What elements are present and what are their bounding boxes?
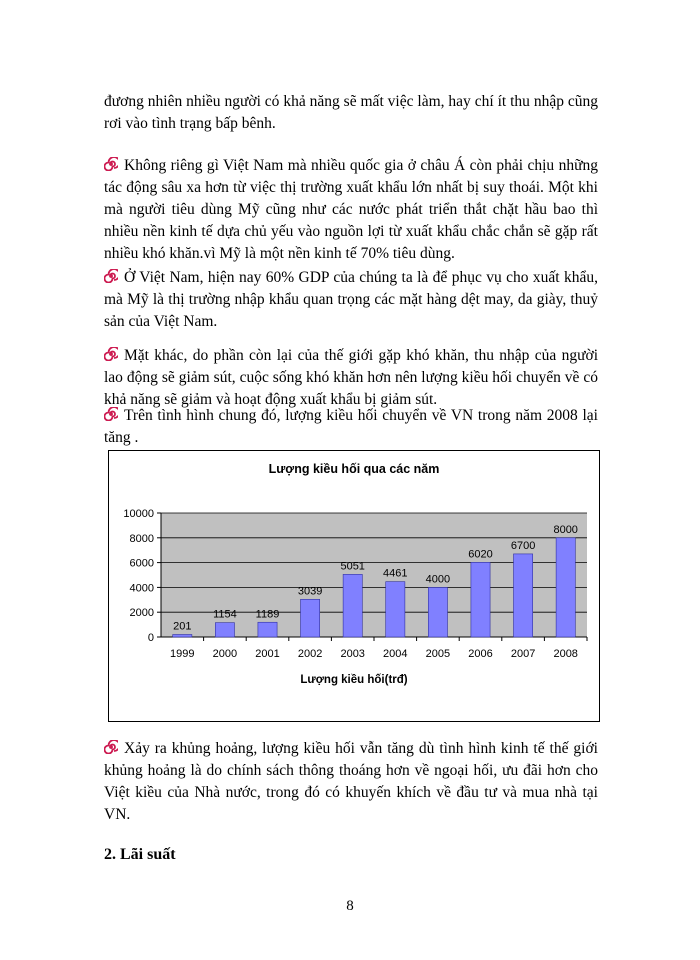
bullet-paragraph <box>104 267 598 333</box>
chart-x-tick-label: 2005 <box>425 648 451 660</box>
spiral-bullet-icon <box>104 157 118 171</box>
chart-x-tick-label: 2004 <box>383 648 408 660</box>
chart-frame <box>108 450 600 722</box>
chart-x-tick-label: 1999 <box>170 648 195 660</box>
page-number: 8 <box>346 898 354 914</box>
chart-title: Lượng kiều hối qua các năm <box>268 462 440 476</box>
bullet-paragraph <box>104 345 598 411</box>
spiral-bullet-icon <box>104 407 118 421</box>
chart-bar <box>215 623 234 637</box>
bar-chart <box>109 451 599 721</box>
section-heading: 2. Lãi suất <box>104 846 176 863</box>
spiral-bullet-icon <box>104 269 118 283</box>
paragraph-text: đương nhiên nhiều người có khả năng sẽ mất việc làm, hay chí ít thu nhập cũng rơi vào tình trạng bấp bênh. <box>104 93 598 132</box>
chart-data-label: 6020 <box>468 548 493 561</box>
chart-x-tick-label: 2008 <box>553 648 578 660</box>
chart-bar <box>173 635 192 637</box>
chart-bar <box>343 574 362 637</box>
chart-y-tick-label: 2000 <box>129 607 154 620</box>
chart-x-tick-label: 2007 <box>510 648 536 660</box>
paragraph-text: Mặt khác, do phần còn lại của thế giới gặp khó khăn, thu nhập của người lao động sẽ giảm sút, cuộc sống khó khăn hơn nên lượng kiều hối chuyển về có khả năng sẽ giảm và hoạt động xuất khẩu bị giảm sút. <box>104 347 598 408</box>
spiral-bullet-icon <box>104 347 118 361</box>
chart-bar <box>386 582 405 637</box>
chart-data-label: 4000 <box>425 573 451 586</box>
chart-bar <box>258 622 277 637</box>
paragraph-text: Xảy ra khủng hoảng, lượng kiều hối vẫn tăng dù tình hình kinh tế thế giới khủng hoảng là do chính sách thông thoáng hơn về ngoại hối, ưu đãi hơn cho Việt kiều của Nhà nước, trong đó có khuyến khích về đầu tư và mua nhà tại VN. <box>104 740 598 823</box>
chart-data-label: 1189 <box>255 608 280 621</box>
chart-bar <box>556 538 575 637</box>
chart-x-tick-label: 2000 <box>212 648 238 660</box>
paragraph-text: Không riêng gì Việt Nam mà nhiều quốc gia ở châu Á còn phải chịu những tác động sâu xa hơn từ việc thị trường xuất khẩu lớn nhất bị suy thoái. Một khi mà người tiêu dùng Mỹ cũng như các nước phát triển thắt chặt hầu bao thì nhiều nền kinh tế dựa chủ yếu vào nguồn lợi từ xuất khẩu chắc chắn sẽ gặp rất nhiều khó khăn.vì Mỹ là một nền kinh tế 70% tiêu dùng. <box>104 157 598 262</box>
chart-data-label: 201 <box>173 620 192 633</box>
chart-data-label: 8000 <box>553 523 578 536</box>
chart-data-label: 4461 <box>383 567 408 580</box>
bullet-paragraph <box>104 155 598 265</box>
chart-bar <box>471 562 490 637</box>
chart-bar <box>301 599 320 637</box>
paragraph-text: Trên tình hình chung đó, lượng kiều hối chuyển về VN trong năm 2008 lại tăng . <box>104 407 598 446</box>
chart-y-tick-label: 4000 <box>129 582 154 595</box>
paragraph-text: Ở Việt Nam, hiện nay 60% GDP của chúng ta là để phục vụ cho xuất khẩu, mà Mỹ là thị trường nhập khẩu quan trọng các mặt hàng dệt may, da giày, thuỷ sản của Việt Nam. <box>104 269 598 330</box>
chart-x-tick-label: 2003 <box>340 648 365 660</box>
bullet-paragraph <box>104 405 598 449</box>
chart-y-tick-label: 10000 <box>123 508 154 520</box>
chart-bar <box>428 587 447 637</box>
bullet-paragraph <box>104 738 598 826</box>
chart-x-tick-label: 2006 <box>468 648 493 660</box>
chart-y-tick-label: 8000 <box>129 532 154 545</box>
chart-y-tick-label: 0 <box>147 632 154 644</box>
chart-x-axis-label: Lượng kiều hối(trđ) <box>300 674 408 686</box>
chart-x-tick-label: 2001 <box>255 648 280 660</box>
chart-y-tick-label: 6000 <box>129 557 154 570</box>
chart-data-label: 3039 <box>297 585 323 598</box>
chart-data-label: 1154 <box>213 608 237 621</box>
chart-data-label: 5051 <box>340 560 365 573</box>
chart-bar <box>514 554 533 637</box>
chart-data-label: 6700 <box>510 539 536 552</box>
chart-x-tick-label: 2002 <box>297 648 323 660</box>
spiral-bullet-icon <box>104 740 118 754</box>
paragraph <box>104 91 598 135</box>
